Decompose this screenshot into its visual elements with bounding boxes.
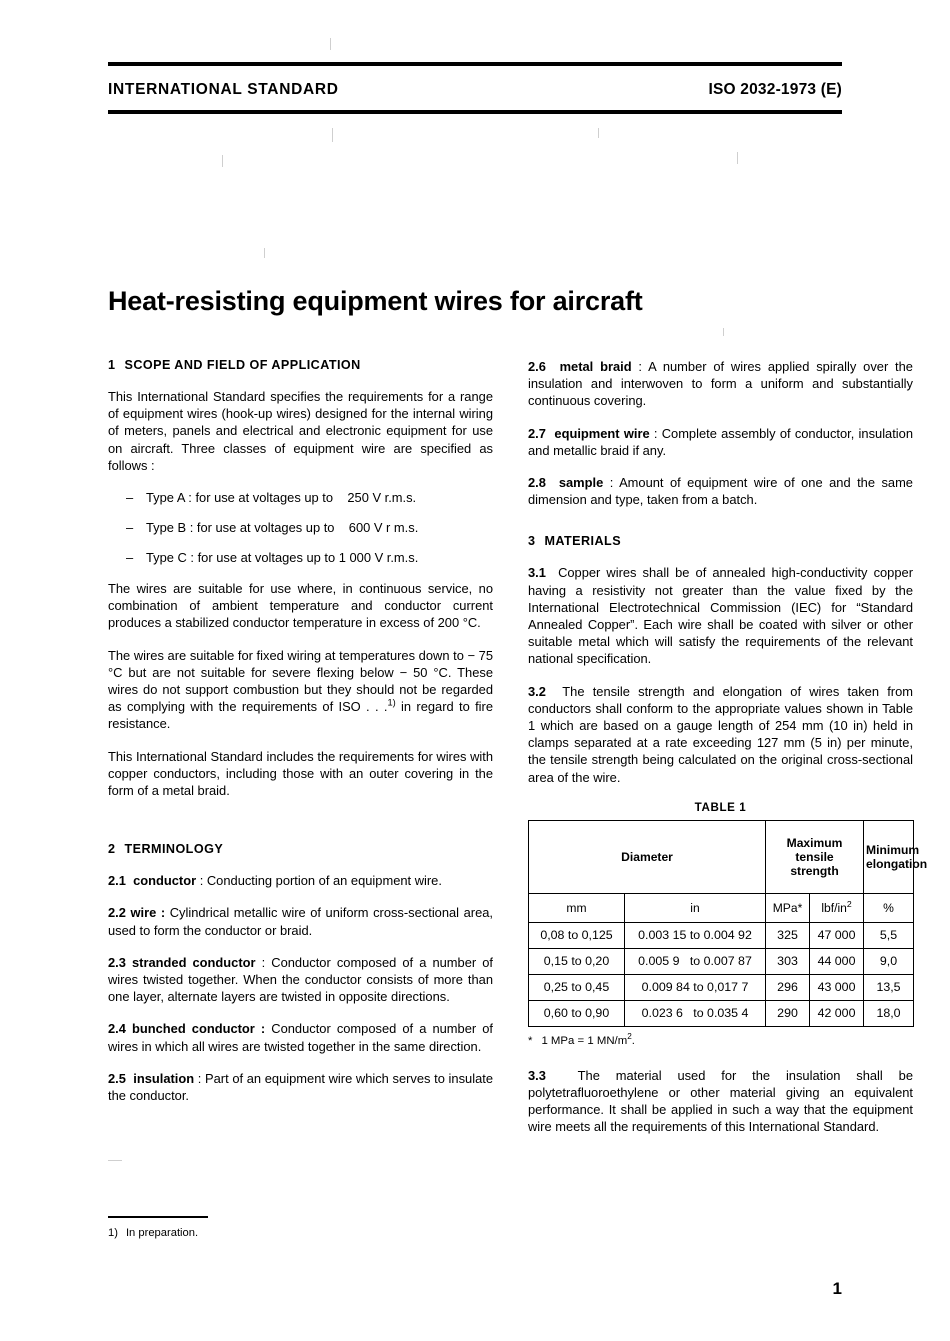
- header-unit-in: in: [625, 893, 766, 922]
- table-group-header-row: [529, 820, 914, 893]
- scan-artifact: [723, 328, 724, 336]
- section-2-number: 2: [108, 842, 116, 857]
- left-column: [108, 358, 493, 1104]
- para-fixed-wiring-b: in regard to fire resistance.: [108, 699, 494, 732]
- section-2-heading: [108, 842, 493, 856]
- term-2-5-name: insulation: [133, 1070, 195, 1086]
- term-2-3: [108, 954, 493, 1006]
- table-caption: TABLE 1: [694, 800, 747, 814]
- scan-artifact: [330, 38, 331, 50]
- cell-diameter-in: 0.023 6 to 0.035 4: [625, 1000, 766, 1026]
- term-2-4: [108, 1020, 493, 1054]
- tensile-properties-table: [528, 820, 928, 1027]
- term-2-1-text: Conducting portion of an equipment wire.: [206, 873, 442, 889]
- term-2-2-text: Cylindrical metallic wire of uniform cross-sectional area, used to form the conductor or braid.: [108, 905, 493, 938]
- term-2-1-number: 2.1: [108, 873, 126, 889]
- footnote-rule: [108, 1216, 208, 1218]
- term-2-3-number: 2.3: [108, 954, 126, 970]
- term-2-3-sep: :: [255, 954, 272, 970]
- section-spacer: [528, 523, 913, 534]
- term-2-7: [528, 425, 913, 459]
- cell-tensile-mpa: 290: [766, 1000, 810, 1026]
- footnote-text: [108, 1226, 493, 1241]
- table-footnote-end: .: [631, 1034, 635, 1047]
- cell-tensile-mpa: 296: [766, 974, 810, 1000]
- header-diameter: Diameter: [529, 820, 766, 893]
- table-footnote: [528, 1034, 913, 1049]
- cell-elongation-pct: 9,0: [864, 948, 914, 974]
- term-2-8-number: 2.8: [528, 475, 546, 491]
- cell-elongation-pct: 13,5: [864, 974, 914, 1000]
- para-fixed-wiring: [108, 647, 493, 733]
- term-2-2: [108, 904, 493, 938]
- cell-tensile-lbf: 42 000: [810, 1000, 864, 1026]
- header-rule-bottom: [108, 110, 842, 114]
- dash-icon: –: [126, 520, 134, 536]
- term-2-7-number: 2.7: [528, 425, 546, 441]
- clause-3-3-number: 3.3: [528, 1067, 546, 1083]
- cell-elongation-pct: 5,5: [864, 922, 914, 948]
- scan-artifact: [737, 152, 738, 164]
- term-2-5-sep: :: [194, 1070, 206, 1086]
- section-spacer: [528, 1049, 913, 1067]
- term-2-8-text: Amount of equipment wire of one and the same dimension and type, taken from a batch.: [528, 475, 913, 508]
- clause-3-3-text: The material used for the insulation shall be polytetrafluoroethylene or other material giving an equivalent performance. It shall be applied in such a way that the equipment wire meets all the requirements of this International Standard.: [528, 1067, 913, 1135]
- term-2-7-name: equipment wire: [554, 425, 650, 441]
- section-2-title: TERMINOLOGY: [124, 842, 224, 857]
- wire-type-a: Type A : for use at voltages up to 250 V r.m.s.: [146, 490, 417, 506]
- wire-type-c: Type C : for use at voltages up to 1 000 V r.m.s.: [146, 550, 419, 566]
- footnote-block: [108, 1216, 493, 1241]
- term-2-4-name: bunched conductor :: [132, 1021, 266, 1037]
- term-2-5: [108, 1070, 493, 1104]
- term-2-2-name: wire :: [130, 905, 166, 921]
- cell-tensile-lbf: 43 000: [810, 974, 864, 1000]
- page-number: 1: [832, 1279, 842, 1298]
- term-2-8-sep: :: [603, 475, 620, 491]
- scan-artifact: [332, 128, 333, 142]
- cell-diameter-mm: 0,08 to 0,125: [529, 922, 625, 948]
- term-2-6-text: A number of wires applied spirally over the insulation and interwoven to form a uniform and substantially continuous covering.: [528, 359, 913, 409]
- scan-artifact: [598, 128, 599, 138]
- term-2-8: [528, 474, 913, 508]
- term-2-2-number: 2.2: [108, 905, 126, 921]
- term-2-5-number: 2.5: [108, 1070, 126, 1086]
- footnote-body: In preparation.: [125, 1226, 199, 1239]
- header-min-elongation: Minimum elongation: [864, 820, 914, 893]
- section-3-number: 3: [528, 534, 536, 549]
- table-footnote-marker: *: [528, 1034, 533, 1047]
- header-unit-mm: mm: [529, 893, 625, 922]
- table-footnote-exponent: 2: [627, 1032, 632, 1042]
- list-item: [108, 519, 493, 536]
- para-copper-conductors: This International Standard includes the requirements for wires with copper conductors, including those with an outer covering in the form of a metal braid.: [108, 748, 493, 799]
- list-item: [108, 549, 493, 566]
- wire-type-b: Type B : for use at voltages up to 600 V r m.s.: [146, 520, 419, 536]
- cell-tensile-lbf: 47 000: [810, 922, 864, 948]
- document-header: [108, 62, 842, 114]
- term-2-4-number: 2.4: [108, 1021, 126, 1037]
- cell-tensile-mpa: 325: [766, 922, 810, 948]
- term-2-7-text: Complete assembly of conductor, insulation and metallic braid if any.: [528, 425, 914, 458]
- footnote-marker: 1): [387, 697, 396, 708]
- para-continuous-service: The wires are suitable for use where, in continuous service, no combination of ambient temperature and conductor current produces a stabilized conductor temperature in excess of 200 °C.: [108, 581, 493, 631]
- table-row: [529, 948, 914, 974]
- term-2-1: [108, 872, 493, 889]
- clause-3-1-text: Copper wires shall be of annealed high-conductivity copper having a resistivity not greater than the value fixed by the International Electrotechnical Commission (IEC) for “Standard Annealed Copper”. Each wire shall be coated with silver or other suitable metal which will satisfy the requirements of the relevant national specification.: [528, 565, 913, 667]
- cell-diameter-in: 0.005 9 to 0.007 87: [625, 948, 766, 974]
- table-row: [529, 922, 914, 948]
- header-unit-percent: %: [864, 893, 914, 922]
- term-2-4-text: Conductor composed of a number of wires in which all wires are twisted together in the same direction.: [108, 1021, 493, 1054]
- term-2-1-sep: :: [196, 873, 207, 889]
- section-3-heading: [528, 534, 913, 548]
- header-unit-lbf-per-in2: [810, 893, 864, 922]
- cell-diameter-in: 0.009 84 to 0,017 7: [625, 974, 766, 1000]
- section-spacer: [108, 814, 493, 842]
- term-2-6-sep: :: [631, 359, 649, 374]
- wire-type-list: [108, 489, 493, 566]
- section-1-heading: [108, 358, 493, 372]
- clause-3-1-number: 3.1: [528, 565, 546, 581]
- clause-3-3: [528, 1067, 913, 1136]
- scan-artifact: [222, 155, 223, 167]
- term-2-8-name: sample: [558, 475, 604, 491]
- term-2-3-text: Conductor composed of a number of wires twisted together. When the conductor consists of more than one layer, alternate layers are twisted in opposite directions.: [108, 954, 493, 1005]
- table-row: [529, 1000, 914, 1026]
- cell-diameter-mm: 0,25 to 0,45: [529, 974, 625, 1000]
- standard-label: INTERNATIONAL STANDARD: [108, 81, 339, 98]
- scan-artifact: [108, 1160, 122, 1161]
- term-2-7-sep: :: [649, 425, 662, 441]
- header-unit-lbf-exponent: 2: [846, 898, 852, 909]
- dash-icon: –: [126, 550, 134, 566]
- footnote-number: 1): [108, 1226, 118, 1239]
- cell-diameter-mm: 0,15 to 0,20: [529, 948, 625, 974]
- clause-3-2-text: The tensile strength and elongation of wires taken from conductors shall conform to the appropriate values shown in Table 1 which are based on a gauge length of 254 mm (10 in) held in clamps separated at a rate exceeding 127 mm (5 in) per minute, the tensile strength being calculated on the original cross-sectional area of the wire.: [528, 683, 913, 785]
- header-max-tensile-strength: Maximum tensile strength: [766, 820, 864, 893]
- cell-tensile-mpa: 303: [766, 948, 810, 974]
- cell-elongation-pct: 18,0: [864, 1000, 914, 1026]
- standard-reference: ISO 2032-1973 (E): [708, 81, 842, 98]
- table-unit-header-row: [529, 893, 914, 922]
- clause-3-1: [528, 564, 913, 667]
- right-column: [528, 358, 928, 1136]
- term-2-6-name: metal braid: [559, 359, 632, 374]
- cell-tensile-lbf: 44 000: [810, 948, 864, 974]
- term-2-5-text: Part of an equipment wire which serves to insulate the conductor.: [108, 1070, 493, 1104]
- table-row: [529, 974, 914, 1000]
- term-2-6-number: 2.6: [528, 359, 546, 374]
- cell-diameter-in: 0.003 15 to 0.004 92: [625, 922, 766, 948]
- section-1-intro: This International Standard specifies the requirements for a range of equipment wires (hook-up wires) designed for the internal wiring of meters, panels and electrical and electronic equipment for use on aircraft. Three classes of equipment wire are specified as follows :: [108, 389, 493, 473]
- table-footnote-base: 1 MPa = 1 MN/m: [541, 1034, 628, 1047]
- term-2-3-name: stranded conductor: [132, 954, 256, 970]
- dash-icon: –: [126, 490, 134, 506]
- section-3-title: MATERIALS: [544, 534, 622, 549]
- section-1-number: 1: [108, 358, 116, 372]
- term-2-6: [528, 358, 913, 410]
- header-unit-mpa: MPa*: [766, 893, 810, 922]
- clause-3-2-number: 3.2: [528, 683, 546, 699]
- page-title: Heat-resisting equipment wires for aircraft: [108, 286, 643, 317]
- section-1-title: SCOPE AND FIELD OF APPLICATION: [124, 358, 361, 372]
- para-fixed-wiring-a: The wires are suitable for fixed wiring at temperatures down to − 75 °C but are not suitable for severe flexing below − 50 °C. These wires do not support combustion but they should not be regarded as complying with the requirements of ISO . . .: [108, 647, 493, 715]
- cell-diameter-mm: 0,60 to 0,90: [529, 1000, 625, 1026]
- header-unit-lbf-base: lbf/in: [821, 900, 847, 915]
- clause-3-2: [528, 683, 913, 786]
- term-2-1-name: conductor: [133, 873, 197, 889]
- list-item: [108, 489, 493, 506]
- scan-artifact: [264, 248, 265, 258]
